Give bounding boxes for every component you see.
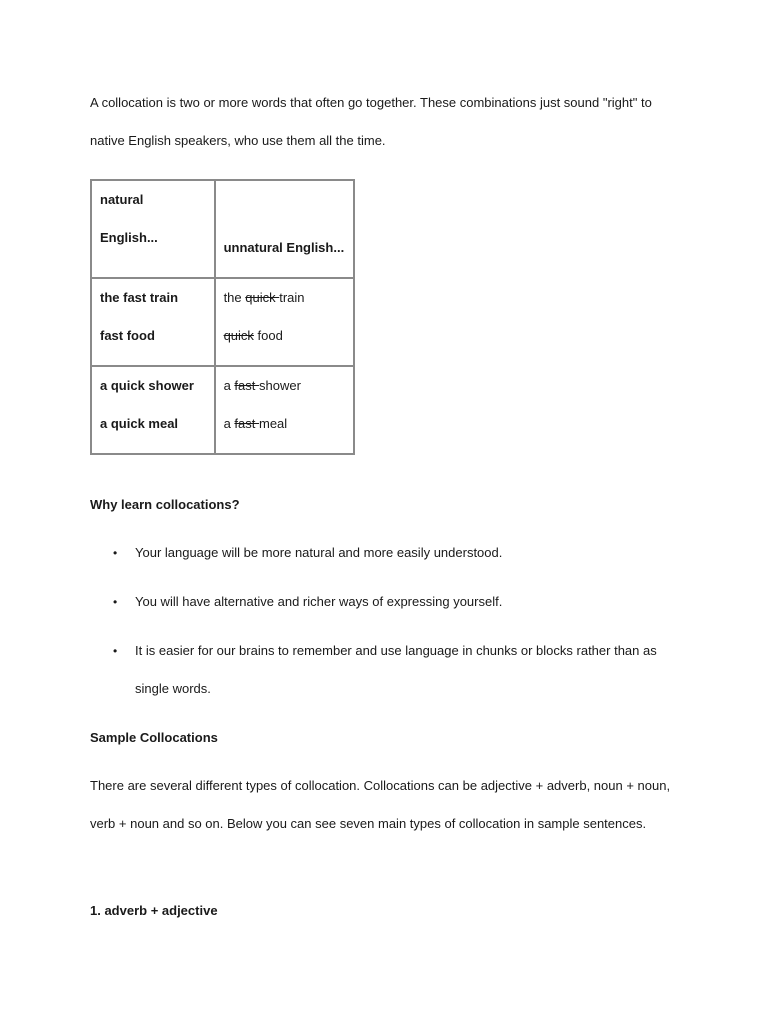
natural-example: the fast train bbox=[100, 290, 179, 305]
unnatural-example: quick food bbox=[223, 328, 283, 343]
why-heading: Why learn collocations? bbox=[90, 497, 240, 512]
header-unnatural-text: unnatural English... bbox=[223, 240, 345, 255]
table-row bbox=[91, 366, 354, 454]
intro-paragraph: A collocation is two or more words that often go together. These combinations just sound "right" to native English speakers, who use them all the time. bbox=[90, 95, 652, 148]
unnatural-example: a fast shower bbox=[223, 378, 301, 393]
struck-word: fast bbox=[234, 416, 259, 431]
natural-cell bbox=[91, 366, 215, 454]
unnatural-cell bbox=[215, 366, 354, 454]
bullet-icon: • bbox=[113, 644, 118, 658]
struck-word: quick bbox=[245, 290, 280, 305]
natural-example: a quick shower bbox=[100, 378, 194, 393]
collocation-table bbox=[90, 179, 355, 455]
reason-text: You will have alternative and richer ways of expressing yourself. bbox=[135, 594, 503, 609]
sample-heading: Sample Collocations bbox=[90, 730, 218, 745]
unnatural-cell bbox=[215, 278, 354, 366]
reason-text: It is easier for our brains to remember and use language in chunks or blocks rather than as single words. bbox=[135, 643, 657, 696]
natural-example: a quick meal bbox=[100, 416, 179, 431]
header-natural-line2: English... bbox=[100, 230, 158, 245]
table-row bbox=[91, 278, 354, 366]
unnatural-example: the quick train bbox=[223, 290, 305, 305]
list-item bbox=[90, 534, 680, 572]
list-item bbox=[90, 632, 680, 708]
table-header-row bbox=[91, 180, 354, 278]
struck-word: quick bbox=[223, 328, 254, 343]
types-paragraph: There are several different types of collocation. Collocations can be adjective + adverb, noun + noun, verb + noun and so on. Below you can see seven main types of collocation in sample sentences. bbox=[90, 778, 671, 831]
subheading-adverb-adjective: 1. adverb + adjective bbox=[90, 903, 218, 918]
reasons-list bbox=[90, 534, 680, 719]
header-natural bbox=[91, 180, 215, 278]
natural-example: fast food bbox=[100, 328, 155, 343]
header-unnatural bbox=[215, 180, 354, 278]
unnatural-example: a fast meal bbox=[223, 416, 288, 431]
bullet-icon: • bbox=[113, 546, 118, 560]
list-item bbox=[90, 583, 680, 621]
struck-word: fast bbox=[234, 378, 259, 393]
reason-text: Your language will be more natural and more easily understood. bbox=[135, 545, 503, 560]
header-natural-line1: natural bbox=[100, 192, 144, 207]
bullet-icon: • bbox=[113, 595, 118, 609]
natural-cell bbox=[91, 278, 215, 366]
